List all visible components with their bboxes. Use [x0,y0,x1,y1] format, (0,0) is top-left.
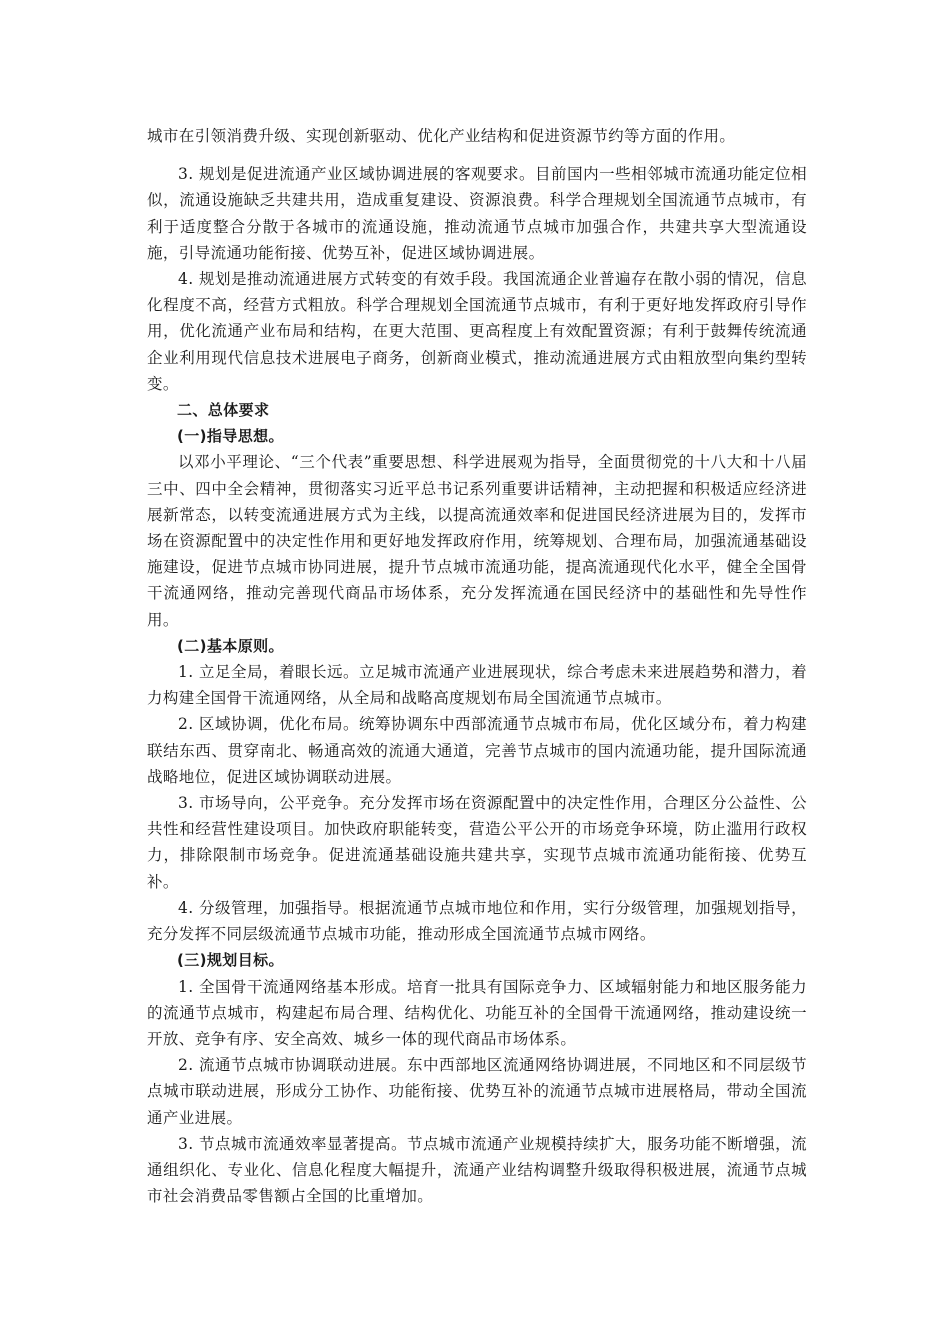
section-heading-overall-requirements: 二、总体要求 [177,401,270,420]
paragraph-principle-4: 4. 分级管理，加强指导。根据流通节点城市地位和作用，实行分级管理，加强规划指导，充分发挥不同层级流通节点城市功能，推动形成全国流通节点城市网络。 [147,898,807,944]
paragraph-target-2: 2. 流通节点城市协调联动进展。东中西部地区流通网络协调进展，不同地区和不同层级节点城市联动进展，形成分工协作、功能衔接、优势互补的流通节点城市进展格局，带动全国流通产业进展。 [147,1056,807,1127]
paragraph-gap [147,149,807,161]
subheading-planning-targets: (三)规划目标。 [177,951,284,970]
paragraph-principle-2: 2. 区域协调，优化布局。统筹协调东中西部流通节点城市布局，优化区域分布，着力构建联结东西、贯穿南北、畅通高效的流通大通道，完善节点城市的国内流通功能，提升国际流通战略地位，促进区域协调联动进展。 [147,715,807,786]
subheading-guiding-ideology: (一)指导思想。 [177,427,284,446]
paragraph-principle-3: 3. 市场导向，公平竞争。充分发挥市场在资源配置中的决定性作用，合理区分公益性、公共性和经营性建设项目。加快政府职能转变，营造公平公开的市场竞争环境，防止滥用行政权力，排除限制市场竞争。促进流通基础设施共建共享，实现节点城市流通功能衔接、优势互补。 [147,794,807,891]
paragraph-target-1: 1. 全国骨干流通网络基本形成。培育一批具有国际竞争力、区域辐射能力和地区服务能力的流通节点城市，构建起布局合理、结构优化、功能互补的全国骨干流通网络，推动建设统一开放、竞争有序、安全高效、城乡一体的现代商品市场体系。 [147,977,807,1048]
paragraph-target-3: 3. 节点城市流通效率显著提高。节点城市流通产业规模持续扩大，服务功能不断增强，流通组织化、专业化、信息化程度大幅提升，流通产业结构调整升级取得积极进展，流通节点城市社会消费品零售额占全国的比重增加。 [147,1134,807,1206]
subheading-basic-principles: (二)基本原则。 [177,636,284,655]
paragraph-guiding-ideology: 以邓小平理论、“三个代表”重要思想、科学进展观为指导，全面贯彻党的十八大和十八届三中、四中全会精神，贯彻落实习近平总书记系列重要讲话精神，主动把握和积极适应经济进展新常态，以转变流通进展方式为主线，以提高流通效率和促进国民经济进展为目的，发挥市场在资源配置中的决定性作用和更好地发挥政府作用，统筹规划、合理布局，加强流通基础设施建设，促进节点城市协同进展，提升节点城市流通功能，提高流通现代化水平，健全全国骨干流通网络，推动完善现代商品市场体系，充分发挥流通在国民经济中的基础性和先导性作用。 [147,453,807,629]
paragraph-regional-coordination: 3. 规划是促进流通产业区域协调进展的客观要求。目前国内一些相邻城市流通功能定位相似，流通设施缺乏共建共用，造成重复建设、资源浪费。科学合理规划全国流通节点城市，有利于适度整合分散于各城市的流通设施，推动流通节点城市加强合作，共建共享大型流通设施，引导流通功能衔接、优势互补，促进区域协调进展。 [147,165,807,262]
paragraph-principle-1: 1. 立足全局，着眼长远。立足城市流通产业进展现状，综合考虑未来进展趋势和潜力，着力构建全国骨干流通网络，从全局和战略高度规划布局全国流通节点城市。 [147,663,807,708]
paragraph-intro-continuation: 城市在引领消费升级、实现创新驱动、优化产业结构和促进资源节约等方面的作用。 [147,127,736,145]
document-body [147,123,807,1209]
paragraph-development-mode: 4. 规划是推动流通进展方式转变的有效手段。我国流通企业普遍存在散小弱的情况，信息化程度不高，经营方式粗放。科学合理规划全国流通节点城市，有利于更好地发挥政府引导作用，优化流通产业布局和结构，在更大范围、更高程度上有效配置资源；有利于鼓舞传统流通企业利用现代信息技术进展电子商务，创新商业模式，推动流通进展方式由粗放型向集约型转变。 [147,270,807,393]
